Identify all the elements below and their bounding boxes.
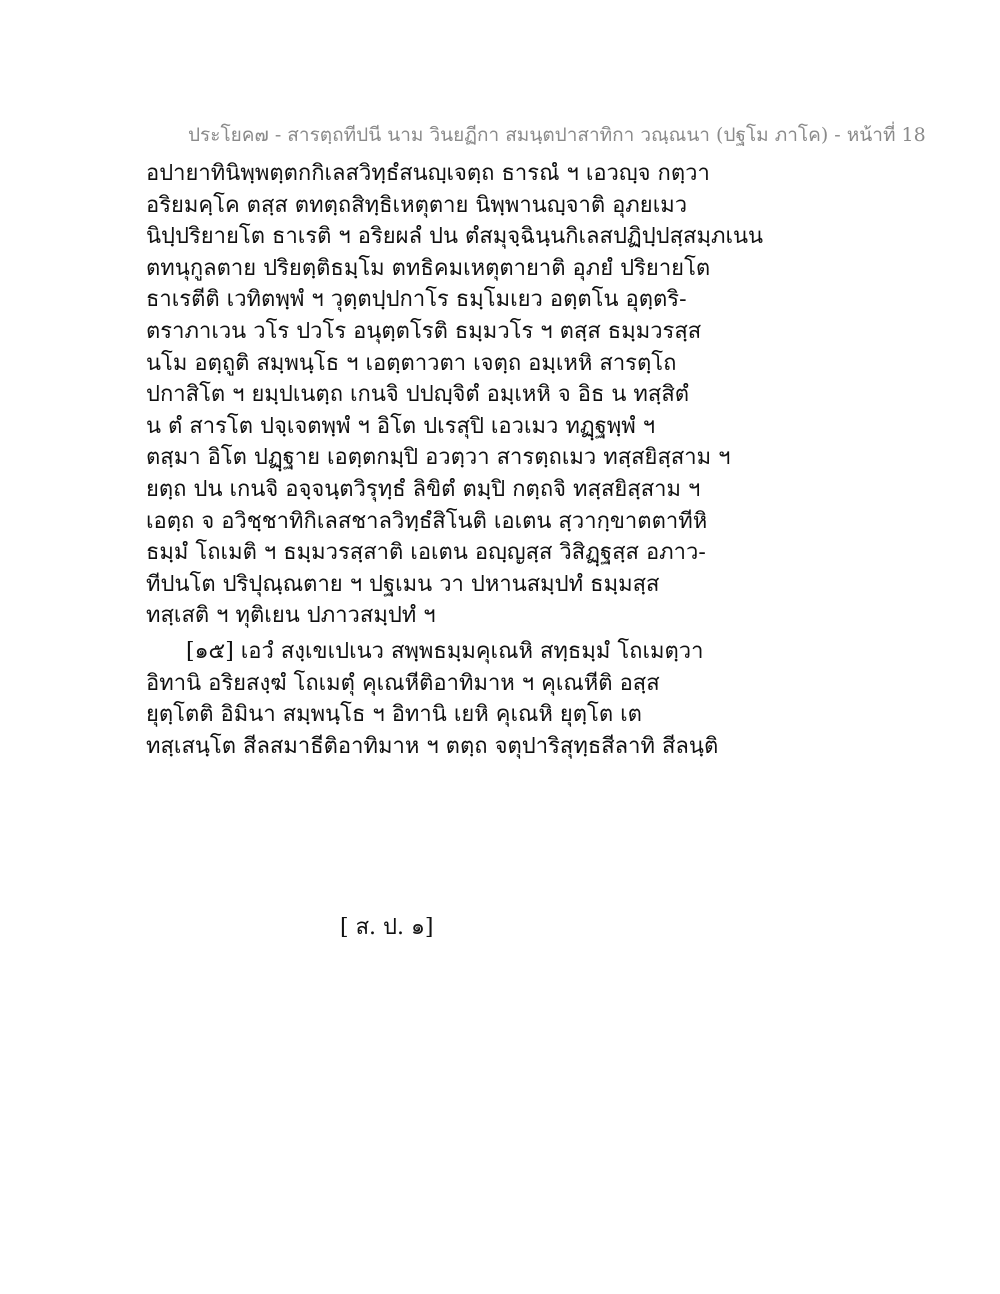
text-line: ทสฺเสติ ฯ ทุติเยน ปภาวสมฺปทํ ฯ — [146, 603, 436, 629]
body-text — [146, 158, 866, 762]
text-line: นโม อตฺถูติ สมฺพนฺโธ ฯ เอตฺตาวตา เจตฺถ อมฺเหหิ สารตฺโถ — [146, 350, 677, 376]
footer-reference: [ ส. ป. ๑] — [340, 915, 434, 940]
running-header: ประโยค๗ - สารตฺถทีปนี นาม วินยฏีกา สมนฺตปาสาทิกา วณฺณนา (ปฐโม ภาโค) - หน้าที่ 18 — [188, 124, 926, 146]
text-line: อิทานิ อริยสงฺฆํ โถเมตุํ คุเณหีติอาทิมาห ฯ คุเณหีติ อสฺส — [146, 670, 660, 696]
text-line: ธาเรตีติ เวทิตพฺพํ ฯ วุตฺตปฺปกาโร ธมฺโมเยว อตฺตโน อุตฺตริ- — [146, 287, 687, 313]
text-line: ตราภาเวน วโร ปวโร อนุตฺตโรติ ธมฺมวโร ฯ ตสฺส ธมฺมวรสฺส — [146, 318, 702, 344]
text-line: น ตํ สารโต ปจฺเจตพฺพํ ฯ อิโต ปเรสุปิ เอวเมว ทฏฺฐพฺพํ ฯ — [146, 413, 656, 439]
text-line: ตทนุกูลตาย ปริยตฺติธมฺโม ตทธิคมเหตุตายาติ อุภยํ ปริยายโต — [146, 255, 711, 281]
text-line: ตสฺมา อิโต ปฏฺฐาย เอตฺตกมฺปิ อวตฺวา สารตฺถเมว ทสฺสยิสฺสาม ฯ — [146, 445, 731, 471]
text-line: ทีปนโต ปริปุณฺณตาย ฯ ปฐเมน วา ปหานสมฺปทํ ธมฺมสฺส — [146, 571, 660, 597]
text-line: อปายาทินิพฺพตฺตกกิเลสวิทฺธํสนญฺเจตฺถ ธารณํ ฯ เอวญฺจ กตฺวา — [146, 161, 710, 186]
text-line: ยตฺถ ปน เกนจิ อจฺจนฺตวิรุทฺธํ ลิขิตํ ตมฺปิ กตฺถจิ ทสฺสยิสฺสาม ฯ — [146, 476, 701, 502]
text-line: ปกาสิโต ฯ ยมฺปเนตฺถ เกนจิ ปปญฺจิตํ อมฺเหหิ จ อิธ น ทสฺสิตํ — [146, 382, 690, 408]
text-line: เอตฺถ จ อวิชฺชาทิกิเลสชาลวิทฺธํสิโนติ เอเตน สฺวากฺขาตตาทีหิ — [146, 508, 708, 534]
text-line: อริยมคฺโค ตสฺส ตทตฺถสิทฺธิเหตุตาย นิพฺพานญฺจาติ อุภยเมว — [146, 192, 688, 218]
text-line: ทสฺเสนฺโต สีลสมาธีติอาทิมาห ฯ ตตฺถ จตุปาริสุทฺธสีลาทิ สีลนฺติ — [146, 733, 719, 759]
text-line: นิปฺปริยายโต ธาเรติ ฯ อริยผลํ ปน ตํสมุจฺฉินฺนกิเลสปฏิปฺปสฺสมฺภเนน — [146, 224, 764, 250]
paragraph-first-line: [๑๕] เอวํ สงฺเขเปเนว สพฺพธมฺมคุเณหิ สทฺธมฺมํ โถเมตฺวา — [186, 638, 704, 664]
text-line: ยุตฺโตติ อิมินา สมฺพนฺโธ ฯ อิทานิ เยหิ คุเณหิ ยุตฺโต เต — [146, 702, 642, 728]
text-line: ธมฺมํ โถเมติ ฯ ธมฺมวรสฺสาติ เอเตน อญฺญสฺส วิสิฏฺฐสฺส อภาว- — [146, 540, 706, 566]
